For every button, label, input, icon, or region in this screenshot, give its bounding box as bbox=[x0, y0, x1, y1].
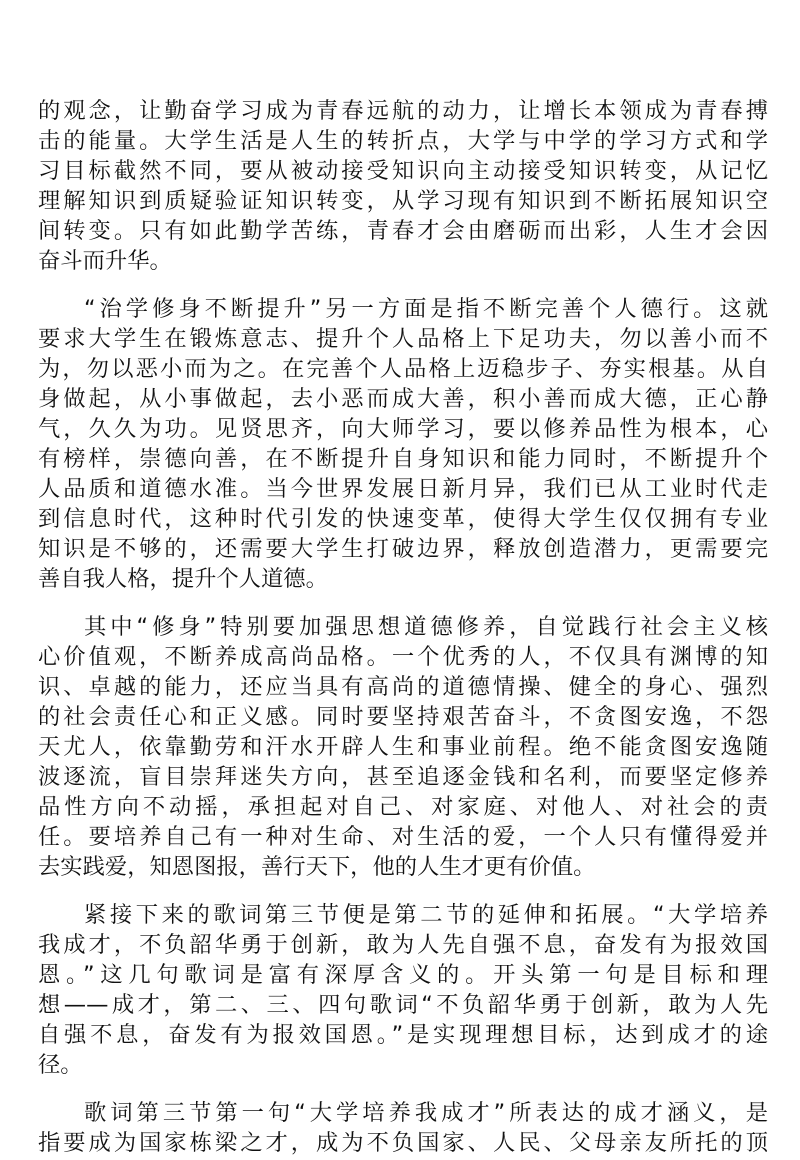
text-line: 心价值观，不断养成高尚品格。一个优秀的人，不仅具有渊博的知 bbox=[38, 644, 768, 670]
paragraph bbox=[38, 96, 768, 276]
text-line: 有榜样，崇德向善，在不断提升自身知识和能力同时，不断提升个 bbox=[38, 446, 768, 472]
paragraph bbox=[38, 294, 768, 594]
text-line: 去实践爱，知恩图报，善行天下，他的人生才更有价值。 bbox=[38, 854, 596, 880]
text-line: 紧接下来的歌词第三节便是第二节的延伸和拓展。“大学培养 bbox=[84, 902, 768, 928]
paragraph bbox=[38, 900, 768, 1080]
text-line: 的观念，让勤奋学习成为青春远航的动力，让增长本领成为青春搏 bbox=[38, 98, 768, 124]
text-line: 我成才，不负韶华勇于创新，敢为人先自强不息，奋发有为报效国 bbox=[38, 932, 768, 958]
text-line: 气，久久为功。见贤思齐，向大师学习，要以修养品性为根本，心 bbox=[38, 416, 768, 442]
text-line: 的社会责任心和正义感。同时要坚持艰苦奋斗，不贪图安逸，不怨 bbox=[38, 704, 768, 730]
text-line: 习目标截然不同，要从被动接受知识向主动接受知识转变，从记忆 bbox=[38, 158, 768, 184]
text-line: 品性方向不动摇，承担起对自己、对家庭、对他人、对社会的责 bbox=[38, 794, 768, 820]
text-line: 歌词第三节第一句“大学培养我成才”所表达的成才涵义，是 bbox=[84, 1100, 768, 1126]
text-line: 想——成才，第二、三、四句歌词“不负韶华勇于创新，敢为人先 bbox=[38, 992, 768, 1018]
text-line: “治学修身不断提升”另一方面是指不断完善个人德行。这就 bbox=[84, 296, 768, 322]
text-line: 击的能量。大学生活是人生的转折点，大学与中学的学习方式和学 bbox=[38, 128, 768, 154]
text-line: 其中“修身”特别要加强思想道德修养，自觉践行社会主义核 bbox=[84, 614, 768, 640]
text-line: 间转变。只有如此勤学苦练，青春才会由磨砺而出彩，人生才会因 bbox=[38, 218, 768, 244]
text-line: 知识是不够的，还需要大学生打破边界，释放创造潜力，更需要完 bbox=[38, 536, 768, 562]
document-page bbox=[38, 96, 768, 1160]
text-line: 奋斗而升华。 bbox=[38, 248, 172, 274]
text-line: 指要成为国家栋梁之才，成为不负国家、人民、父母亲友所托的顶 bbox=[38, 1130, 768, 1156]
text-line: 善自我人格，提升个人道德。 bbox=[38, 566, 328, 592]
text-line: 恩。”这几句歌词是富有深厚含义的。开头第一句是目标和理 bbox=[38, 962, 768, 988]
text-line: 身做起，从小事做起，去小恶而成大善，积小善而成大德，正心静 bbox=[38, 386, 768, 412]
text-line: 为，勿以恶小而为之。在完善个人品格上迈稳步子、夯实根基。从自 bbox=[38, 356, 768, 382]
text-line: 天尤人，依靠勤劳和汗水开辟人生和事业前程。绝不能贪图安逸随 bbox=[38, 734, 768, 760]
paragraph bbox=[38, 612, 768, 882]
text-line: 任。要培养自己有一种对生命、对生活的爱，一个人只有懂得爱并 bbox=[38, 824, 768, 850]
text-line: 到信息时代，这种时代引发的快速变革，使得大学生仅仅拥有专业 bbox=[38, 506, 768, 532]
text-line: 人品质和道德水准。当今世界发展日新月异，我们已从工业时代走 bbox=[38, 476, 768, 502]
text-line: 识、卓越的能力，还应当具有高尚的道德情操、健全的身心、强烈 bbox=[38, 674, 768, 700]
text-line: 理解知识到质疑验证知识转变，从学习现有知识到不断拓展知识空 bbox=[38, 188, 768, 214]
paragraph bbox=[38, 1098, 768, 1158]
text-line: 波逐流，盲目崇拜迷失方向，甚至追逐金钱和名利，而要坚定修养 bbox=[38, 764, 768, 790]
text-line: 要求大学生在锻炼意志、提升个人品格上下足功夫，勿以善小而不 bbox=[38, 326, 768, 352]
text-line: 径。 bbox=[38, 1052, 83, 1078]
text-line: 自强不息，奋发有为报效国恩。”是实现理想目标，达到成才的途 bbox=[38, 1022, 768, 1048]
